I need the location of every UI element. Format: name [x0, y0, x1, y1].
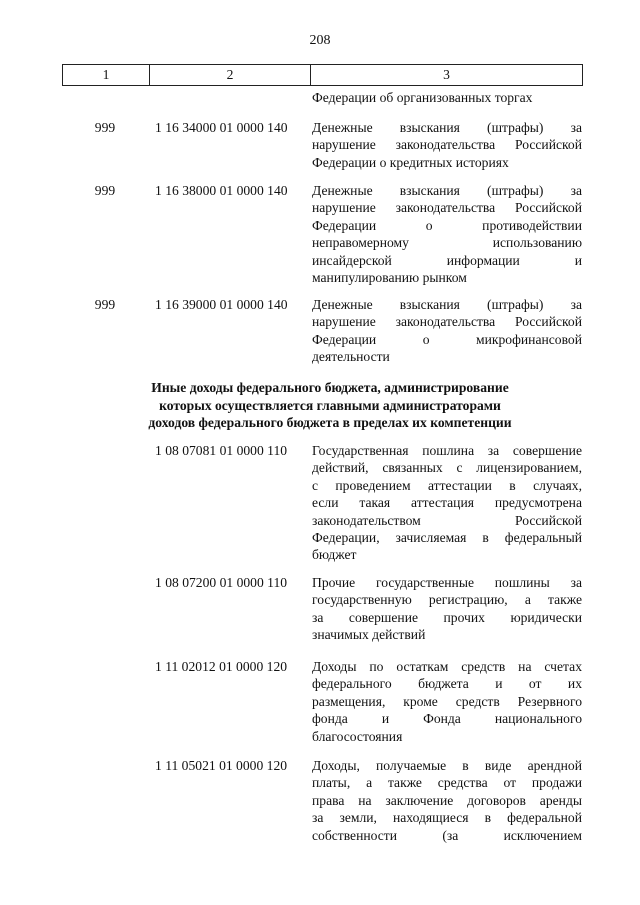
revenue-description: [312, 119, 582, 171]
page-number: 208: [309, 33, 331, 48]
admin-code: 999: [94, 120, 116, 135]
description-line: если такая аттестация предусмотрена: [312, 495, 582, 511]
description-line: деятельности: [312, 349, 390, 365]
description-line: Государственная пошлина за совершение: [312, 443, 582, 458]
revenue-description: [312, 182, 582, 286]
description-line: нарушение законодательства Российской: [312, 314, 582, 330]
description-line: инсайдерской информации и: [312, 252, 582, 268]
budget-code: 1 08 07200 01 0000 110: [155, 575, 288, 590]
description-line: Федерации о противодействии: [312, 217, 582, 233]
admin-code: 999: [94, 297, 116, 312]
description-line: Федерации о кредитных историях: [312, 154, 509, 170]
description-line: собственности (за исключением: [312, 827, 582, 843]
section-title-line: доходов федерального бюджета в пределах их компетенции: [148, 415, 512, 430]
description-line: Федерации о микрофинансовой: [312, 331, 582, 347]
description-line: размещения, кроме средств Резервного: [312, 693, 582, 709]
description-line: нарушение законодательства Российской: [312, 200, 582, 216]
budget-code: 1 08 07081 01 0000 110: [155, 443, 288, 458]
header-col-2: 2: [150, 65, 311, 85]
budget-code: 1 16 34000 01 0000 140: [155, 120, 288, 135]
description-line: нарушение законодательства Российской: [312, 137, 582, 153]
budget-code: 1 11 05021 01 0000 120: [155, 758, 288, 773]
section-title: [140, 379, 520, 432]
description-line: Доходы, получаемые в виде арендной: [312, 758, 582, 773]
description-line: Прочие государственные пошлины за: [312, 575, 582, 590]
description-line: манипулированию рынком: [312, 270, 467, 286]
budget-code: 1 16 39000 01 0000 140: [155, 297, 288, 312]
description-line: права на заключение договоров аренды: [312, 792, 582, 808]
description-line: с проведением аттестации в случаях,: [312, 477, 582, 493]
description-line: бюджет: [312, 547, 357, 563]
description-line: за земли, находящиеся в федеральной: [312, 810, 582, 826]
revenue-description: [312, 296, 582, 366]
description-line: действий, связанных с лицензированием,: [312, 460, 582, 476]
description-line: Денежные взыскания (штрафы) за: [312, 297, 582, 312]
section-title-line: Иные доходы федерального бюджета, администрирование: [151, 380, 509, 395]
revenue-description: [312, 442, 582, 564]
table-header: [62, 64, 583, 86]
description-line: платы, а также средства от продажи: [312, 775, 582, 791]
header-col-3: 3: [443, 67, 450, 82]
description-line: значимых действий: [312, 627, 426, 643]
admin-code: 999: [94, 183, 116, 198]
section-title-line: которых осуществляется главными администраторами: [159, 397, 501, 413]
description-line: фонда и Фонда национального: [312, 711, 582, 727]
description-line: Федерации, зачисляемая в федеральный: [312, 530, 582, 546]
revenue-description: [312, 574, 582, 644]
description-line: Доходы по остаткам средств на счетах: [312, 659, 582, 674]
budget-code: 1 16 38000 01 0000 140: [155, 183, 288, 198]
description-line: Денежные взыскания (штрафы) за: [312, 120, 582, 135]
description-line: федерального бюджета и от их: [312, 676, 582, 692]
revenue-description: [312, 658, 582, 745]
description-line: неправомерному использованию: [312, 235, 582, 251]
description-line: законодательством Российской: [312, 512, 582, 528]
continuation-text: Федерации об организованных торгах: [312, 90, 533, 105]
description-line: за совершение прочих юридически: [312, 609, 582, 625]
description-line: государственную регистрацию, а также: [312, 592, 582, 608]
header-col-1: 1: [63, 65, 150, 85]
revenue-description: [312, 757, 582, 844]
budget-code: 1 11 02012 01 0000 120: [155, 659, 288, 674]
description-line: благосостояния: [312, 728, 403, 744]
description-line: Денежные взыскания (штрафы) за: [312, 183, 582, 198]
